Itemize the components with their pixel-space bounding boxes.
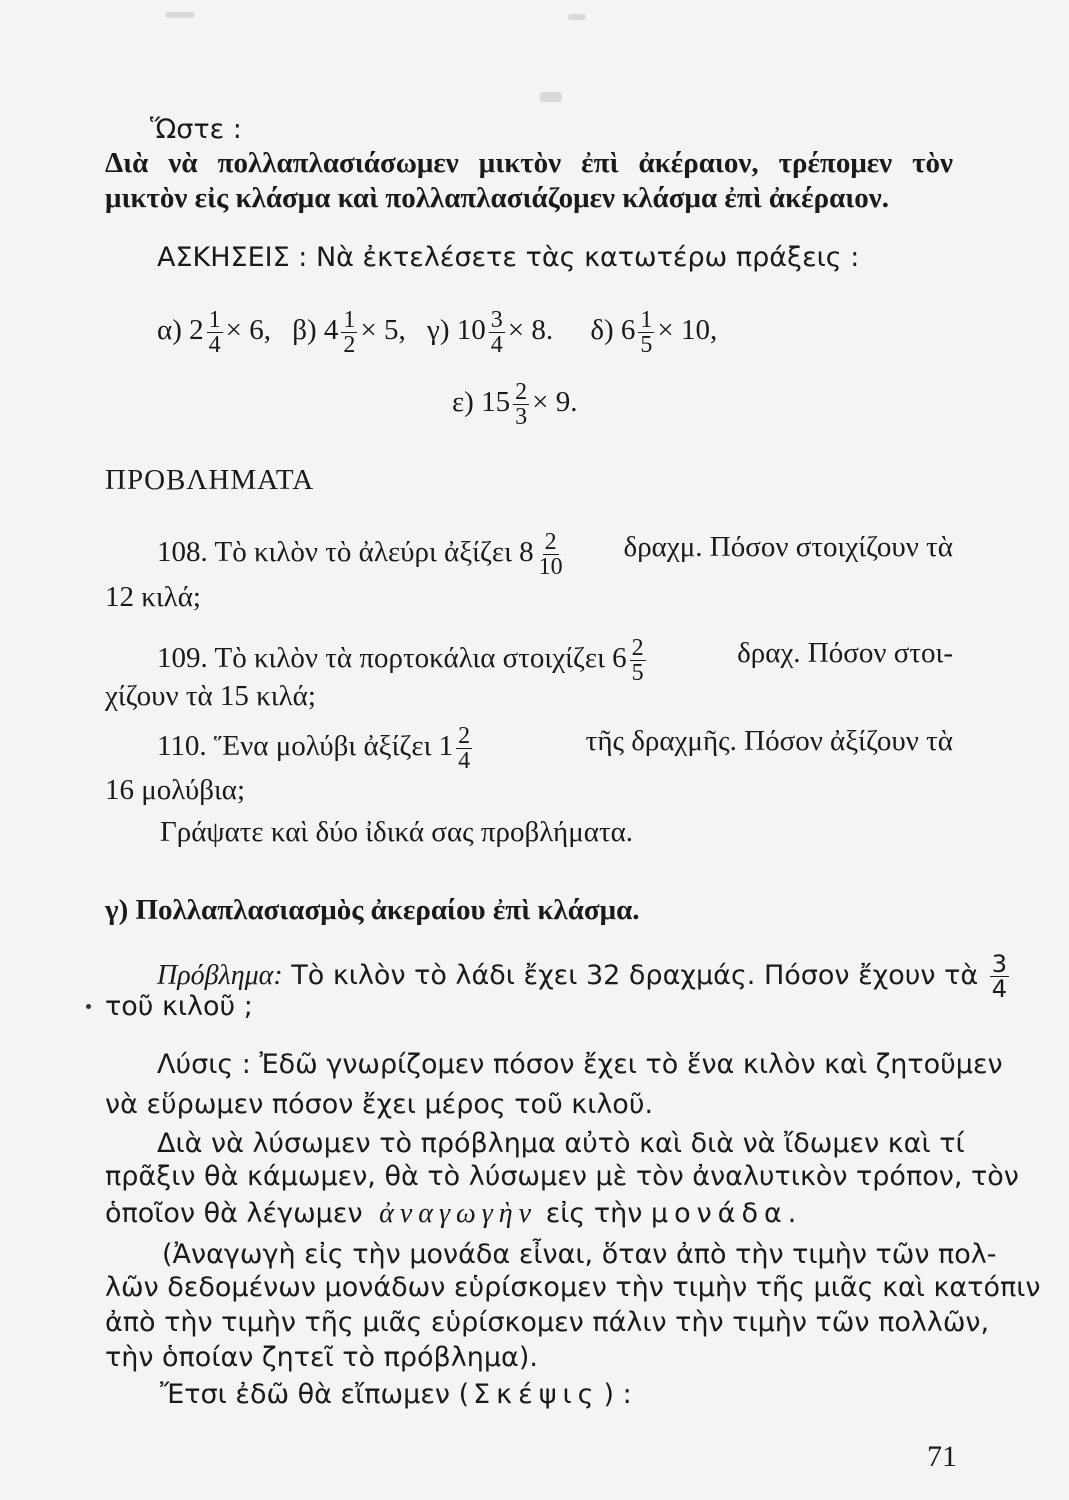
problem-110-line-2: 16 μολύβια; xyxy=(105,774,246,806)
problem-label: Πρόβλημα: xyxy=(157,960,283,991)
problem-108-line-1: 108. Τὸ κιλὸν τὸ ἀλεύρι ἀξίζει 8 $\frac{2}{10}$ δραχμ. Πόσον στοιχίζουν τὰ xyxy=(157,529,953,580)
problem-109-line-1: 109. Τὸ κιλὸν τὰ πορτοκάλια στοιχίζει 6 $\frac{2}{5}$ δραχ. Πόσον στοι- xyxy=(157,635,953,686)
problems-heading: ΠΡΟΒΛΗΜΑΤΑ xyxy=(105,464,315,496)
exercises-intro: ΑΣΚΗΣΕΙΣ : Νὰ ἐκτελέσετε τὰς κατωτέρω πράξεις : xyxy=(157,242,860,273)
write-own-problems: Γράψατε καὶ δύο ἰδικά σας προβλήματα. xyxy=(160,816,634,848)
page-number: 71 xyxy=(927,1440,957,1473)
fraction: $\frac{3}{4}$ xyxy=(490,307,503,358)
problem-continuation: τοῦ κιλοῦ ; xyxy=(105,991,253,1022)
para3-line-2: λῶν δεδομένων μονάδων εὑρίσκομεν τὴν τιμὴν τῆς μιᾶς καὶ κατόπιν xyxy=(105,1272,1041,1303)
fraction: $\frac{3}{4}$ xyxy=(991,950,1007,1003)
exercise-e: ε) 15 $\frac{2}{3}$ × 9. xyxy=(452,379,578,430)
fraction: $\frac{1}{2}$ xyxy=(343,307,356,358)
para2-line-1: Διὰ νὰ λύσωμεν τὸ πρόβλημα αὐτὸ καὶ διὰ νὰ ἴδωμεν καὶ τί xyxy=(157,1128,965,1159)
term-skepsis: Σκέψις xyxy=(473,1379,600,1410)
last-line: Ἔτσι ἐδῶ θὰ εἴπωμεν ( Σκέψις ) : xyxy=(160,1379,632,1410)
rule-line-1: Διὰ νὰ πολλαπλασιάσωμεν μικτὸν ἐπὶ ἀκέραιον, τρέπομεν τὸν xyxy=(105,147,953,179)
fraction: $\frac{1}{4}$ xyxy=(208,307,221,358)
problem-109-line-2: χίζουν τὰ 15 κιλά; xyxy=(105,680,316,712)
fraction: $\frac{2}{10}$ xyxy=(538,529,563,580)
para2-line-3: ὁποῖον θὰ λέγωμεν ἀναγωγὴν εἰς τὴν μονάδα. xyxy=(105,1198,803,1229)
para2-line-2: πρᾶξιν θὰ κάμωμεν, θὰ τὸ λύσωμεν μὲ τὸν ἀναλυτικὸν τρόπον, τὸν xyxy=(105,1161,1019,1192)
term-anagogi: ἀναγωγὴν xyxy=(379,1198,538,1229)
para3-line-4: τὴν ὁποίαν ζητεῖ τὸ πρόβλημα). xyxy=(105,1342,538,1373)
rule-line-2: μικτὸν εἰς κλάσμα καὶ πολλαπλασιάζομεν κλάσμα ἐπὶ ἀκέραιον. xyxy=(105,182,889,214)
fraction: $\frac{1}{5}$ xyxy=(640,307,653,358)
term-monada: μονάδα. xyxy=(650,1198,803,1229)
intro-word: Ὥστε : xyxy=(150,114,242,145)
problem-text: Τὸ κιλὸν τὸ λάδι ἔχει 32 δραχμάς. Πόσον ἔχουν τὰ xyxy=(291,960,979,991)
problem-110-line-1: 110. Ἕνα μολύβι ἀξίζει 1 $\frac{2}{4}$ τῆς δραχμῆς. Πόσον ἀξίζουν τὰ xyxy=(157,723,953,774)
section-c-heading: γ) Πολλαπλασιασμὸς ἀκεραίου ἐπὶ κλάσμα. xyxy=(105,894,640,926)
problem-108-line-2: 12 κιλά; xyxy=(105,581,201,613)
scan-mark-right xyxy=(568,14,586,20)
para3-line-1: (Ἀναγωγὴ εἰς τὴν μονάδα εἶναι, ὅταν ἀπὸ τὴν τιμὴν τῶν πολ- xyxy=(162,1239,997,1270)
exercise-c: γ) 10 $\frac{3}{4}$ × 8. xyxy=(427,307,554,358)
fraction: $\frac{2}{5}$ xyxy=(631,635,644,686)
solution-line-2: νὰ εὕρωμεν πόσον ἔχει μέρος τοῦ κιλοῦ. xyxy=(105,1089,654,1120)
fraction: $\frac{2}{4}$ xyxy=(458,723,471,774)
exercise-row-1 xyxy=(157,308,717,357)
scan-mark-center xyxy=(540,92,562,102)
solution-line-1: Λύσις : Ἐδῶ γνωρίζομεν πόσον ἔχει τὸ ἕνα κιλὸν καὶ ζητοῦμεν xyxy=(157,1049,1003,1080)
para3-line-3: ἀπὸ τὴν τιμὴν τῆς μιᾶς εὑρίσκομεν πάλιν τὴν τιμὴν τῶν πολλῶν, xyxy=(105,1307,990,1338)
fraction: $\frac{2}{3}$ xyxy=(515,379,528,430)
exercise-a: α) 2 $\frac{1}{4}$ × 6, xyxy=(157,307,271,358)
exercise-b: β) 4 $\frac{1}{2}$ × 5, xyxy=(292,307,406,358)
exercise-d: δ) 6 $\frac{1}{5}$ × 10, xyxy=(590,307,718,358)
margin-dot xyxy=(86,1004,91,1009)
scan-mark-left xyxy=(165,12,195,18)
problem-statement xyxy=(157,952,1012,1001)
